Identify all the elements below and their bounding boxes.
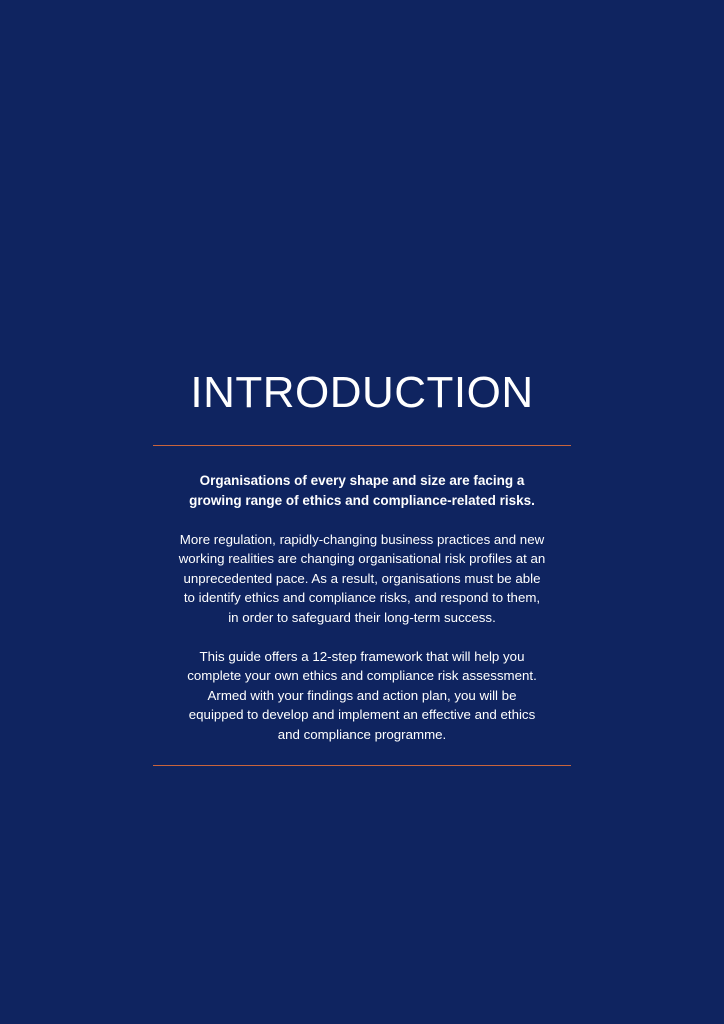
body-paragraph-1 (148, 530, 576, 628)
body-line: unprecedented pace. As a result, organisations must be able (183, 570, 541, 586)
lead-paragraph (148, 471, 576, 510)
body-line: in order to safeguard their long-term success. (228, 609, 496, 625)
top-divider (153, 445, 571, 446)
body-paragraph-2 (148, 647, 576, 745)
body-line: Armed with your findings and action plan, you will be (207, 687, 517, 703)
lead-line: growing range of ethics and compliance-related risks. (189, 492, 535, 508)
body-line: equipped to develop and implement an effective and ethics (188, 707, 536, 722)
intro-content (148, 471, 576, 744)
lead-line: Organisations of every shape and size are facing a (199, 473, 525, 488)
body-line: More regulation, rapidly-changing business practices and new (179, 531, 545, 547)
body-line: This guide offers a 12-step framework that will help you (199, 648, 525, 664)
bottom-divider (153, 765, 571, 766)
body-line: working realities are changing organisational risk profiles at an (178, 551, 546, 566)
body-line: and compliance programme. (277, 726, 447, 742)
body-line: complete your own ethics and compliance risk assessment. (187, 668, 537, 683)
body-line: to identify ethics and compliance risks, and respond to them, (183, 590, 541, 605)
page-title: INTRODUCTION (190, 368, 534, 418)
